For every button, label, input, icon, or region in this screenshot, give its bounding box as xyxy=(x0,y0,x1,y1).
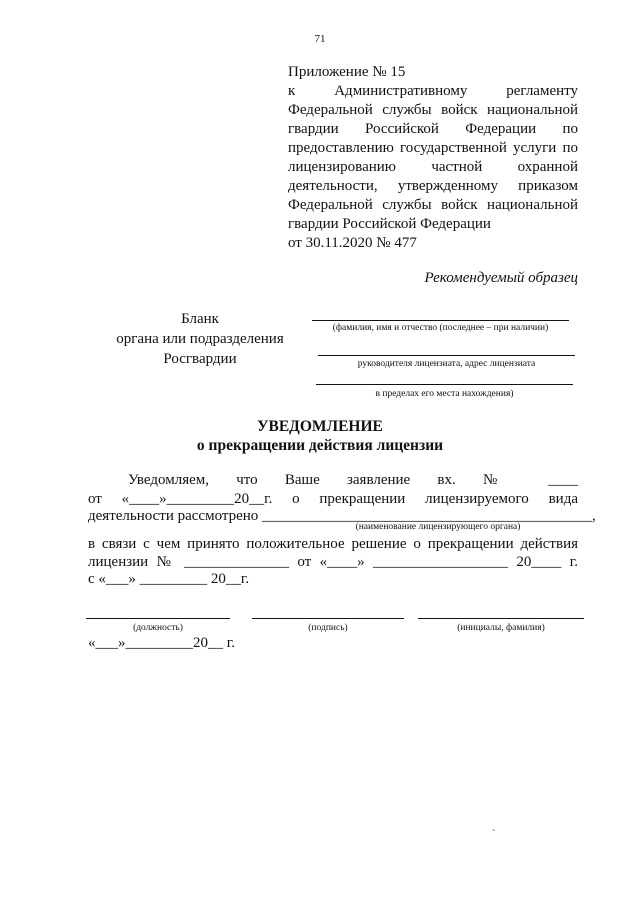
annex-line: Приложение № 15 xyxy=(288,64,406,80)
addressee-caption-2: руководителя лицензиата, адрес лицензиата xyxy=(357,359,536,369)
document-title: УВЕДОМЛЕНИЕ xyxy=(257,418,383,435)
annex-line: предоставлению государственной услуги по xyxy=(288,140,578,156)
addressee-caption-1: (фамилия, имя и отчество (последнее – при наличии) xyxy=(332,323,549,333)
annex-line: от 30.11.2020 № 477 xyxy=(288,235,417,251)
position-line xyxy=(86,618,230,619)
body-line: в связи с чем принято положительное решение о прекращении действия xyxy=(88,536,578,552)
name-line xyxy=(418,618,584,619)
document-subtitle: о прекращении действия лицензии xyxy=(196,437,444,454)
body-line: деятельности рассмотрено ____________________________________________, xyxy=(88,508,596,524)
letterhead-line: Бланк xyxy=(181,311,219,327)
annex-line: деятельности, утвержденному приказом xyxy=(288,178,578,194)
addressee-line-3 xyxy=(316,384,573,385)
organ-caption: (наименование лицензирующего органа) xyxy=(355,522,521,532)
signature-date: «___»_________20__ г. xyxy=(88,635,235,651)
addressee-line-2 xyxy=(318,355,575,356)
signature-line xyxy=(252,618,404,619)
letterhead-block xyxy=(95,309,305,369)
annex-line: гвардии Российской Федерации xyxy=(288,216,491,232)
stray-mark: ˋ xyxy=(492,828,496,840)
annex-line: Федеральной службы войск национальной xyxy=(288,197,578,213)
letterhead-line: органа или подразделения xyxy=(116,331,284,347)
name-caption: (инициалы, фамилия) xyxy=(457,623,545,633)
annex-line: лицензированию частной охранной xyxy=(288,159,578,175)
signature-caption: (подпись) xyxy=(308,623,348,633)
position-caption: (должность) xyxy=(133,623,183,633)
annex-line: к Административному регламенту xyxy=(288,83,578,99)
addressee-line-1 xyxy=(312,320,569,321)
annex-header xyxy=(288,63,578,253)
page-number: 71 xyxy=(314,33,326,45)
body-line: Уведомляем, что Ваше заявление вх. № ____ xyxy=(128,472,578,488)
recommended-sample-label: Рекомендуемый образец xyxy=(424,270,578,286)
annex-line: гвардии Российской Федерации по xyxy=(288,121,578,137)
body-line: от «____»_________20__г. о прекращении лицензируемого вида xyxy=(88,491,578,507)
body-line: с «___» _________ 20__г. xyxy=(88,571,250,587)
addressee-caption-3: в пределах его места нахождения) xyxy=(375,389,514,399)
body-line: лицензии № ______________ от «____» __________________ 20____ г. xyxy=(88,554,578,570)
letterhead-line: Росгвардии xyxy=(163,351,237,367)
annex-line: Федеральной службы войск национальной xyxy=(288,102,578,118)
